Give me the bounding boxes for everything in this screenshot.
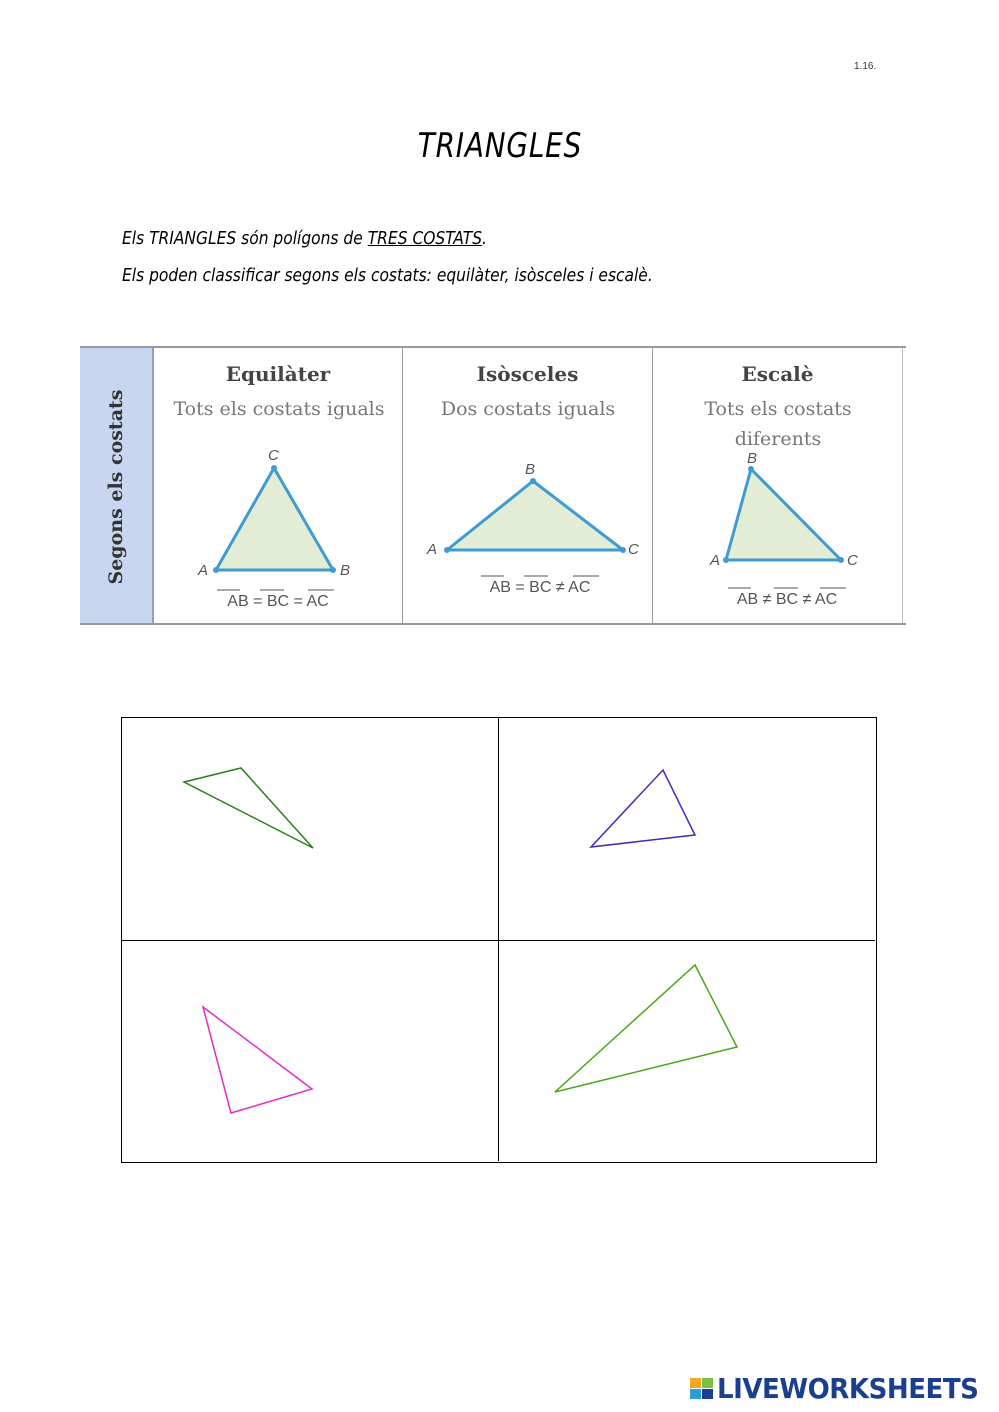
vertex-label-b: B [525,461,536,478]
exercise-cell-1[interactable] [122,718,499,941]
page-number: 1.16. [854,61,877,72]
intro-suffix: . [482,228,487,249]
exercise-triangle-4 [555,965,737,1092]
column-description: Tots els costats iguals [173,398,385,420]
vertex-label-c: C [847,552,858,569]
column-heading: Equilàter [225,362,331,386]
exercise-figure-4 [499,941,875,1161]
vertex-dot [838,557,844,563]
scalene-figure [653,348,903,624]
side-relation: AB ≠ BC ≠ AC [736,591,838,608]
vertex-dot [620,547,626,553]
brand-logo[interactable] [690,1372,990,1404]
vertex-label-c: C [268,447,279,464]
description-line: Tots els costats [704,398,852,420]
brand-icon-square [702,1389,713,1399]
classification-table [80,346,906,625]
vertex-label-a: A [198,562,209,579]
vertex-label-b: B [747,450,758,467]
vertex-dot [444,547,450,553]
intro-emphasis: TRES COSTATS [367,228,483,249]
vertex-label-a: A [427,541,438,558]
intro-line-1 [122,228,776,249]
exercise-cell-4[interactable] [499,941,875,1161]
exercise-figure-1 [122,718,499,941]
side-relation: AB = BC ≠ AC [489,579,591,596]
vertex-label-a: A [710,552,721,569]
brand-icon-square [702,1378,713,1388]
brand-name: LIVEWORKSHEETS [717,1372,979,1405]
brand-icon [690,1378,714,1400]
exercise-triangle-3 [203,1007,312,1113]
column-heading: Isòsceles [476,362,579,386]
intro-prefix: Els TRIANGLES són polígons de [122,228,368,249]
vertex-dot [723,557,729,563]
column-scalene [653,348,903,623]
column-equilateral [153,348,403,623]
isosceles-triangle [447,481,623,550]
equilateral-figure [154,348,404,624]
vertex-label-c: C [628,541,639,558]
scalene-triangle [726,469,841,560]
vertex-dot [530,478,536,484]
exercise-triangle-1 [184,768,313,848]
vertex-dot [330,567,336,573]
page-title: TRIANGLES [417,126,583,166]
exercise-cell-3[interactable] [122,941,499,1161]
brand-icon-square [690,1378,701,1388]
exercise-triangle-2 [591,770,695,847]
side-band [80,348,153,623]
vertex-label-b: B [340,562,351,579]
column-heading: Escalè [741,362,814,386]
exercise-figure-3 [122,941,499,1161]
isosceles-figure [403,348,653,624]
description-line: diferents [734,428,822,450]
side-relation: AB = BC = AC [227,593,329,610]
vertex-dot [271,465,277,471]
column-isosceles [403,348,653,623]
exercise-grid [121,717,877,1163]
equilateral-triangle [216,468,333,570]
vertex-dot [213,567,219,573]
intro-line-2: Els poden classificar segons els costats: equilàter, isòsceles i escalè. [122,265,653,286]
brand-icon-square [690,1389,701,1399]
exercise-cell-2[interactable] [499,718,875,941]
side-label: Segons els costats [105,389,127,585]
exercise-figure-2 [499,718,875,941]
column-description: Dos costats iguals [440,398,616,420]
